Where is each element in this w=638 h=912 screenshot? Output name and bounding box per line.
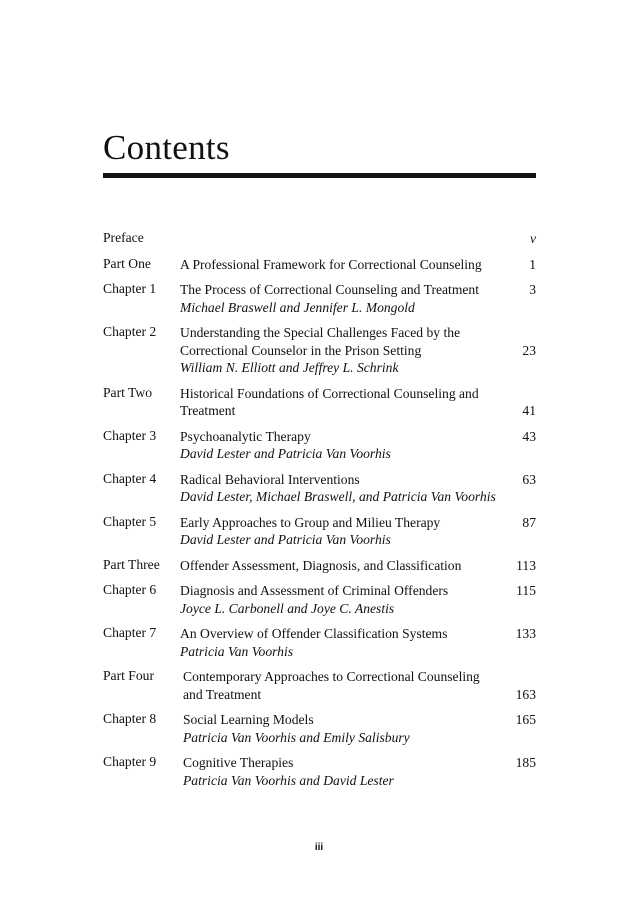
toc-entry-chapter-3 (103, 428, 536, 463)
page-title: Contents (103, 128, 230, 167)
toc-title: Contemporary Approaches to Correctional Counseling and Treatment (183, 669, 480, 702)
toc-entry-chapter-5 (103, 514, 536, 549)
toc-page-number: 115 (516, 583, 536, 598)
toc-entry-chapter-4 (103, 471, 536, 506)
toc-authors: Michael Braswell and Jennifer L. Mongold (180, 299, 415, 315)
toc-entry-preface (103, 230, 536, 248)
toc-label: Chapter 9 (103, 754, 157, 769)
toc-entry-chapter-1 (103, 281, 536, 316)
toc-page-number: 113 (516, 557, 536, 573)
toc-label: Preface (103, 230, 144, 245)
toc-title: Early Approaches to Group and Milieu Therapy (180, 514, 441, 530)
toc-page-number: 87 (522, 514, 536, 530)
heading-rule (103, 173, 536, 178)
toc-title: Understanding the Special Challenges Faced by the Correctional Counselor in the Prison Setting (180, 325, 461, 358)
toc-entry-chapter-9 (103, 754, 536, 789)
toc-entry-chapter-2 (103, 324, 536, 377)
toc-title: Radical Behavioral Interventions (180, 471, 360, 487)
toc-authors: Joyce L. Carbonell and Joye C. Anestis (180, 600, 395, 616)
toc-title: Social Learning Models (183, 712, 314, 727)
toc-label: Part Two (103, 384, 153, 400)
toc-page-number: 1 (529, 256, 536, 272)
toc-page-number: 3 (529, 282, 536, 297)
toc-title: Historical Foundations of Correctional Counseling and Treatment (180, 385, 479, 418)
toc-authors: David Lester and Patricia Van Voorhis (180, 532, 391, 547)
toc-label: Chapter 8 (103, 711, 157, 726)
toc-label: Part One (103, 255, 151, 271)
toc-entry-part-two (103, 385, 536, 420)
toc-page-number: 163 (515, 686, 536, 702)
toc-page-number: 41 (522, 403, 536, 418)
toc-page-number: 133 (515, 626, 536, 641)
toc-authors: Patricia Van Voorhis (180, 643, 294, 659)
toc-entry-part-four (103, 668, 536, 703)
toc-title: The Process of Correctional Counseling and Treatment (180, 282, 480, 297)
toc-title: A Professional Framework for Correctional Counseling (180, 256, 482, 272)
toc-title: Cognitive Therapies (183, 755, 294, 770)
toc-authors: Patricia Van Voorhis and David Lester (183, 772, 394, 788)
toc-label: Chapter 1 (103, 281, 157, 296)
toc-label: Chapter 6 (103, 582, 157, 597)
toc-list (103, 230, 536, 797)
toc-entry-part-three (103, 557, 536, 575)
toc-label: Chapter 3 (103, 427, 157, 443)
toc-label: Chapter 4 (103, 470, 157, 486)
toc-title: Offender Assessment, Diagnosis, and Classification (180, 557, 462, 573)
toc-entry-part-one (103, 256, 536, 274)
toc-label: Chapter 2 (103, 324, 157, 339)
toc-authors: David Lester, Michael Braswell, and Patricia Van Voorhis (180, 489, 496, 504)
toc-title: Psychoanalytic Therapy (180, 428, 311, 444)
toc-entry-chapter-8 (103, 711, 536, 746)
toc-authors: David Lester and Patricia Van Voorhis (180, 446, 391, 461)
toc-title: Diagnosis and Assessment of Criminal Offenders (180, 583, 449, 598)
toc-authors: Patricia Van Voorhis and Emily Salisbury (183, 729, 410, 745)
toc-page-number: 63 (522, 471, 536, 487)
toc-page-number: 23 (522, 342, 536, 358)
toc-label: Part Three (103, 556, 160, 572)
toc-page-number: v (529, 231, 536, 246)
toc-entry-chapter-6 (103, 582, 536, 617)
toc-entry-chapter-7 (103, 625, 536, 660)
toc-label: Chapter 5 (103, 513, 157, 529)
page-folio: iii (314, 842, 324, 853)
toc-page-number: 185 (515, 755, 536, 770)
toc-label: Part Four (103, 668, 154, 683)
toc-page-number: 165 (515, 712, 536, 727)
toc-title: An Overview of Offender Classification Systems (180, 626, 448, 641)
toc-authors: William N. Elliott and Jeffrey L. Schrink (180, 360, 399, 375)
toc-label: Chapter 7 (103, 625, 157, 640)
toc-page-number: 43 (522, 428, 536, 444)
